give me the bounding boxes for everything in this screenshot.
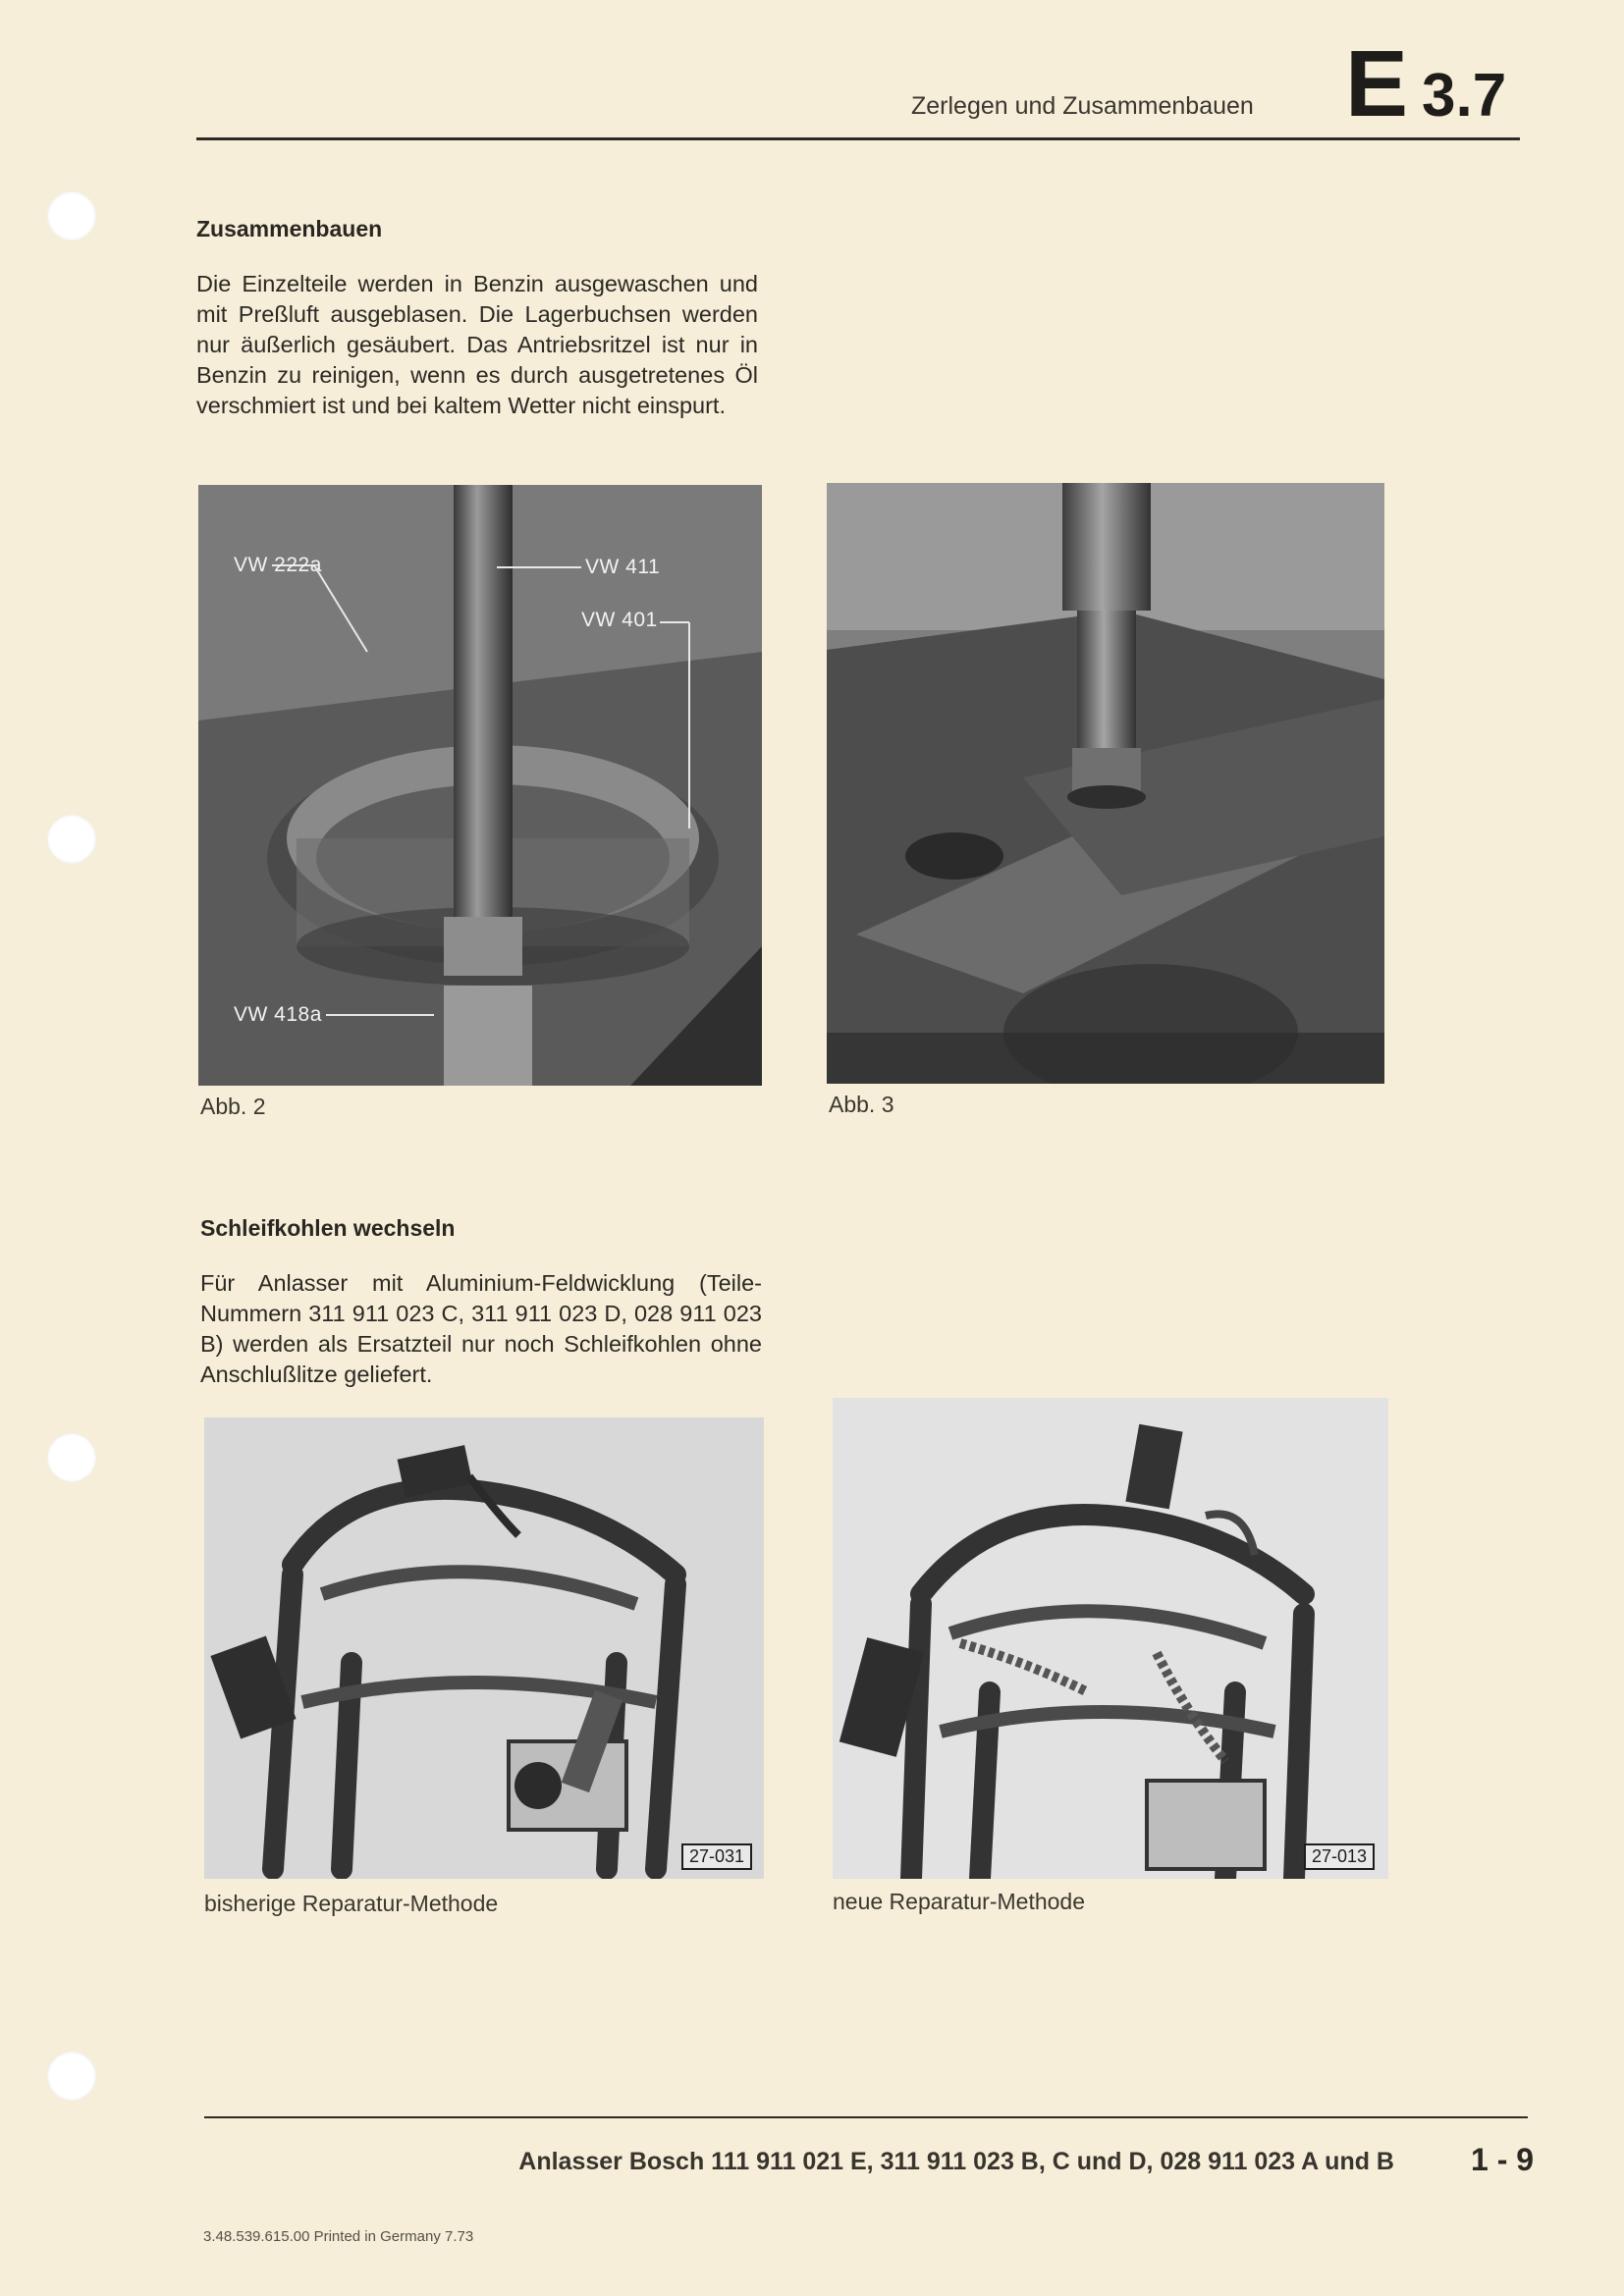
photo-code-27-031: 27-031 — [681, 1843, 752, 1870]
label-vw-411: VW 411 — [585, 556, 661, 578]
section-code — [1345, 31, 1507, 136]
photo-neue-methode — [833, 1398, 1388, 1879]
punch-hole-2 — [47, 815, 96, 864]
photo-code-27-013: 27-013 — [1304, 1843, 1375, 1870]
caption-abb-3: Abb. 3 — [829, 1092, 894, 1117]
section-code-number: 3.7 — [1422, 62, 1507, 130]
label-vw-418a: VW 418a — [234, 1003, 322, 1026]
page-number: 1 - 9 — [1471, 2142, 1535, 2177]
paragraph-zusammenbauen: Die Einzelteile werden in Benzin ausgewaschen und mit Preßluft ausgeblasen. Die Lagerbuchsen werden nur äußerlich gesäubert. Das Antriebsritzel ist nur in Benzin zu reinigen, wenn es durch ausgetretenes Öl verschmiert ist und bei kaltem Wetter nicht einspurt. — [196, 271, 758, 418]
print-note: 3.48.539.615.00 Printed in Germany 7.73 — [203, 2228, 474, 2245]
punch-hole-4 — [47, 2052, 96, 2101]
heading-zusammenbauen: Zusammenbauen — [196, 216, 383, 241]
punch-hole-1 — [47, 191, 96, 240]
footer-title: Anlasser Bosch 111 911 021 E, 311 911 023 B, C und D, 028 911 023 A und B — [518, 2148, 1394, 2175]
header-rule — [196, 137, 1520, 140]
caption-abb-2: Abb. 2 — [200, 1094, 266, 1119]
photo-abb-2 — [198, 485, 762, 1086]
paragraph-schleifkohlen: Für Anlasser mit Aluminium-Feldwicklung (Teile-Nummern 311 911 023 C, 311 911 023 D, 028 911 023 B) werden als Ersatzteil nur noch Schleifkohlen ohne Anschlußlitze geliefert. — [200, 1270, 762, 1387]
label-vw-222a: VW 222a — [234, 554, 322, 576]
photo-bisherige-methode — [204, 1417, 764, 1879]
photo-abb-3 — [827, 483, 1384, 1084]
label-vw-401: VW 401 — [581, 609, 658, 631]
footer-rule — [204, 2116, 1528, 2118]
caption-bisherige-methode: bisherige Reparatur-Methode — [204, 1891, 499, 1916]
heading-schleifkohlen-wechseln: Schleifkohlen wechseln — [200, 1215, 456, 1241]
section-code-letter: E — [1345, 31, 1409, 136]
punch-hole-3 — [47, 1433, 96, 1482]
caption-neue-methode: neue Reparatur-Methode — [833, 1889, 1085, 1914]
header-section-title: Zerlegen und Zusammenbauen — [911, 92, 1254, 120]
